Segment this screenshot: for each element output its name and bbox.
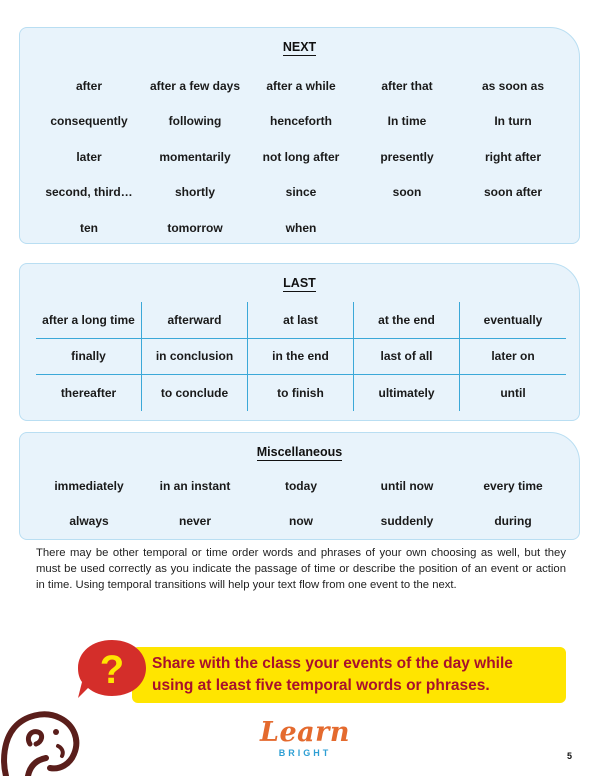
word-cell (354, 210, 460, 246)
word-cell: afterward (142, 302, 248, 339)
activity-line-1: Share with the class your events of the day while (152, 655, 513, 672)
last-words-grid (36, 302, 566, 411)
misc-heading: Miscellaneous (256, 445, 343, 459)
word-cell: finally (36, 339, 142, 376)
word-cell: today (284, 478, 317, 493)
word-cell: until now (380, 478, 434, 493)
word-cell: at last (248, 302, 354, 339)
learn-bright-logo (250, 718, 360, 768)
activity-banner (132, 647, 566, 703)
word-cell: in conclusion (142, 339, 248, 376)
last-words-box (19, 263, 580, 421)
word-cell: thereafter (36, 375, 142, 411)
word-cell: in the end (248, 339, 354, 376)
word-cell: since (285, 185, 317, 200)
misc-words-box (19, 432, 580, 540)
activity-line-2: using at least five temporal words or phrases. (152, 677, 490, 694)
word-cell: last of all (354, 339, 460, 376)
word-cell: during (494, 514, 532, 529)
logo-word: Learn (259, 717, 350, 748)
word-cell: following (168, 114, 222, 129)
word-cell: later on (460, 339, 566, 376)
word-cell: not long after (262, 149, 340, 164)
word-cell: henceforth (269, 114, 332, 129)
word-cell: right after (484, 149, 541, 164)
word-cell: immediately (54, 478, 124, 493)
word-cell: tomorrow (167, 220, 223, 235)
word-cell: ten (80, 220, 98, 235)
word-cell: after a few days (149, 78, 241, 93)
next-heading: NEXT (282, 40, 317, 54)
page-number: 5 (567, 751, 573, 761)
word-cell: until (500, 385, 526, 400)
word-cell: In time (387, 114, 427, 129)
word-cell: after (75, 78, 102, 93)
word-cell: later (76, 149, 102, 164)
word-cell: after a long time (36, 302, 142, 339)
word-cell: consequently (50, 114, 128, 129)
thinking-person-icon (0, 680, 100, 776)
word-cell: presently (380, 149, 434, 164)
word-cell: shortly (174, 185, 215, 200)
word-cell: soon (392, 185, 422, 200)
word-cell: every time (483, 478, 543, 493)
word-cell: ultimately (354, 375, 460, 411)
logo-subtitle: BRIGHT (278, 748, 332, 758)
misc-words-grid (36, 468, 566, 539)
activity-text (152, 653, 562, 697)
word-cell: soon after (483, 185, 542, 200)
word-cell: to conclude (142, 375, 248, 411)
word-cell: second, third… (45, 185, 133, 200)
word-cell: always (69, 514, 109, 529)
word-cell: to finish (248, 375, 354, 411)
word-cell: as soon as (481, 78, 545, 93)
word-cell: in an instant (159, 478, 231, 493)
word-cell: now (289, 514, 313, 529)
word-cell: momentarily (159, 149, 231, 164)
body-paragraph: There may be other temporal or time order words and phrases of your own choosing as well, but they must be used correctly as you indicate the passage of time or describe the position of an event or action in time. Using temporal transitions will help your text flow from one event to the next. (36, 547, 566, 591)
word-cell: In turn (494, 114, 532, 129)
svg-text:?: ? (99, 648, 125, 692)
last-heading: LAST (283, 276, 316, 290)
word-cell: after a while (266, 78, 336, 93)
word-cell: after that (381, 78, 433, 93)
word-cell: when (285, 220, 317, 235)
word-cell: never (178, 514, 212, 529)
word-cell: suddenly (380, 514, 434, 529)
next-words-grid (36, 68, 566, 246)
next-words-box (19, 27, 580, 244)
word-cell: eventually (460, 302, 566, 339)
word-cell: at the end (354, 302, 460, 339)
word-cell (460, 210, 566, 246)
